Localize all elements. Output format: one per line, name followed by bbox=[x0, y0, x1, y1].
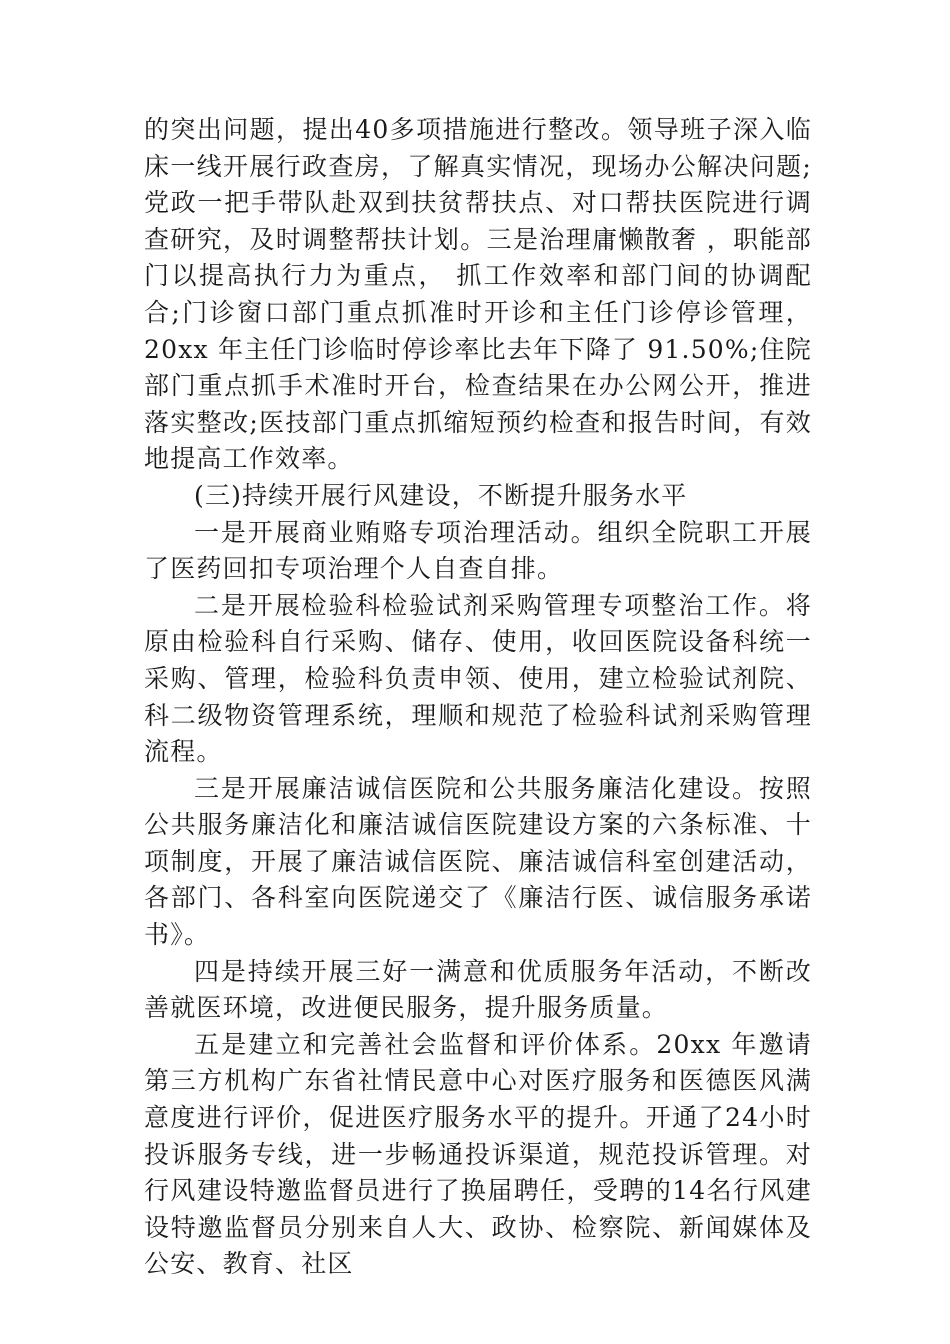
paragraph-item-3: 三是开展廉洁诚信医院和公共服务廉洁化建设。按照公共服务廉洁化和廉洁诚信医院建设方案的六条标准、十项制度，开展了廉洁诚信医院、廉洁诚信科室创建活动，各部门、各科室向医院递交了《廉洁行医、诚信服务承诺书》。 bbox=[144, 773, 812, 950]
paragraph-item-1: 一是开展商业贿赂专项治理活动。组织全院职工开展了医药回扣专项治理个人自查自排。 bbox=[144, 517, 812, 584]
section-heading-conduct-building: (三)持续开展行风建设，不断提升服务水平 bbox=[194, 480, 688, 510]
paragraph-item-5: 五是建立和完善社会监督和评价体系。20xx 年邀请第三方机构广东省社情民意中心对医疗服务和医德医风满意度进行评价，促进医疗服务水平的提升。开通了24小时投诉服务专线，进一步畅通投诉渠道，规范投诉管理。对行风建设特邀监督员进行了换届聘任，受聘的14名行风建设特邀监督员分别来自人大、政协、检察院、新闻媒体及公安、教育、社区 bbox=[144, 1029, 812, 1279]
paragraph-item-2: 二是开展检验科检验试剂采购管理专项整治工作。将原由检验科自行采购、储存、使用，收回医院设备科统一采购、管理，检验科负责申领、使用，建立检验试剂院、科二级物资管理系统，理顺和规范了检验科试剂采购管理流程。 bbox=[144, 590, 812, 767]
paragraph-continuation: 的突出问题，提出40多项措施进行整改。领导班子深入临床一线开展行政查房，了解真实情况，现场办公解决问题;党政一把手带队赴双到扶贫帮扶点、对口帮扶医院进行调查研究，及时调整帮扶计划。三是治理庸懒散奢 ，职能部门以提高执行力为重点， 抓工作效率和部门间的协调配合;门诊窗口部门重点抓准时开诊和主任门诊停诊管理，20xx 年主任门诊临时停诊率比去年下降了 91.50%;住院部门重点抓手术准时开台，检查结果在办公网公开，推进落实整改;医技部门重点抓缩短预约检查和报告时间，有效地提高工作效率。 bbox=[144, 115, 812, 474]
document-page bbox=[144, 112, 812, 1283]
paragraph-item-4: 四是持续开展三好一满意和优质服务年活动，不断改善就医环境，改进便民服务，提升服务质量。 bbox=[144, 956, 812, 1023]
